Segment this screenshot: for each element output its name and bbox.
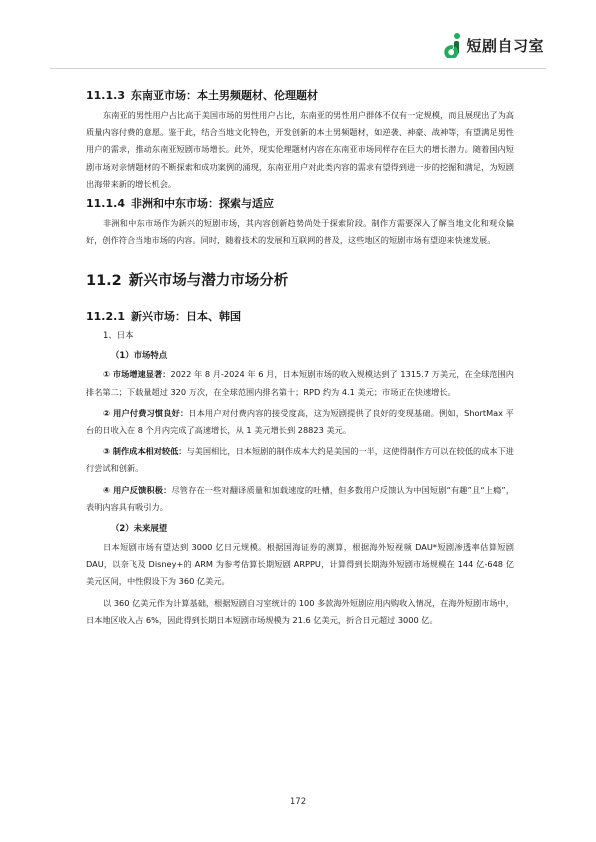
paragraph: 非洲和中东市场作为新兴的短剧市场，其内容创新趋势尚处于探索阶段。制作方需要深入了解当地文化和观众偏好，创作符合当地市场的内容。同时，随着技术的发展和互联网的普及，这些地区的短剧市场有望迎来快速发展。 [86, 218, 514, 246]
header-logo [444, 30, 544, 60]
chapter-heading [86, 271, 514, 291]
page-content [86, 88, 514, 629]
section-number: 11.1.4 [86, 197, 125, 211]
header-divider [50, 68, 546, 69]
item-lead: ① 市场增速显著： [103, 369, 171, 380]
list-item [86, 366, 514, 400]
item-lead: ② 用户付费习惯良好： [103, 407, 189, 418]
item-text: 2022 年 8 月-2024 年 6 月，日本短剧市场的收入规模达到了 1315.7 万美元，在全球范围内排名第二；下载量超过 320 万次，在全球范围内排名第十；RPD 约为 4.1 美元；市场正在快速增长。 [86, 369, 514, 397]
list-item [86, 405, 514, 439]
section-title: 新兴市场与潜力市场分析 [128, 273, 289, 290]
subsection-label: （2）未来展望 [111, 523, 168, 534]
item-text: 尽管存在一些对翻译质量和加载速度的吐槽，但多数用户反馈认为中国短剧“有趣”且“上瘾”，表明内容具有吸引力。 [86, 484, 515, 512]
section-title: 东南亚市场：本土男频题材、伦理题材 [130, 89, 318, 102]
list-item [86, 482, 514, 516]
section-heading [86, 88, 514, 104]
logo-text: 短剧自习室 [466, 36, 544, 55]
paragraph: 以 360 亿美元作为计算基础，根据短剧自习室统计的 100 多款海外短剧应用内购收入情况，在海外短剧市场中，日本地区收入占 6%，因此得到长期日本短剧市场规模为 21.6 亿美元，折合日元超过 3000 亿。 [86, 597, 514, 625]
item-text: 日本用户对付费内容的接受度高，这为短剧提供了良好的变现基础。例如，ShortMax 平台的日收入在 8 个月内完成了高速增长，从 1 美元增长到 28823 美元。 [86, 407, 514, 436]
item-lead: ④ 用户反馈积极： [103, 484, 172, 495]
section-heading [86, 309, 514, 325]
paragraph: 东南亚的男性用户占比高于美国市场的男性用户占比，东南亚的男性用户群体不仅有一定规模，而且展现出了为高质量内容付费的意愿。鉴于此，结合当地文化特色，开发创新的本土男频题材，如逆袭、神豪、战神等，有望满足男性用户的需求，推动东南亚短剧市场增长。此外，现实伦理题材内容在东南亚市场同样存在巨大的增长潜力。随着国内短剧市场对亲情题材的不断探索和成功案例的涌现，东南亚用户对此类内容的需求有望得到进一步的挖掘和满足，为短剧出海带来新的增长机会。 [86, 110, 514, 189]
section-title: 非洲和中东市场：探索与适应 [130, 197, 274, 211]
logo-icon [444, 32, 462, 58]
section-number: 11.2 [86, 273, 122, 290]
page-number: 172 [289, 797, 307, 807]
list-label: 1、日本 [103, 330, 134, 341]
item-lead: ③ 制作成本相对较低： [103, 446, 187, 457]
section-title: 新兴市场：日本、韩国 [130, 310, 241, 324]
section-heading [86, 196, 514, 212]
paragraph: 日本短剧市场有望达到 3000 亿日元规模。根据国海证券的测算，根据海外短视频 DAU*短剧渗透率估算短剧 DAU，以奈飞及 Disney+的 ARM 为参考估算长期短剧 ARPPU，计算得到长期海外短剧市场规模在 144 亿-648 亿美元区间，中性假设下为 360 亿美元。 [86, 542, 514, 587]
section-number: 11.2.1 [86, 310, 125, 324]
list-item [86, 443, 514, 477]
subsection-label: （1）市场特点 [111, 350, 168, 361]
item-text: 与美国相比，日本短剧的制作成本大约是美国的一半，这使得制作方可以在较低的成本下进行尝试和创新。 [86, 446, 514, 474]
section-number: 11.1.3 [86, 89, 125, 102]
